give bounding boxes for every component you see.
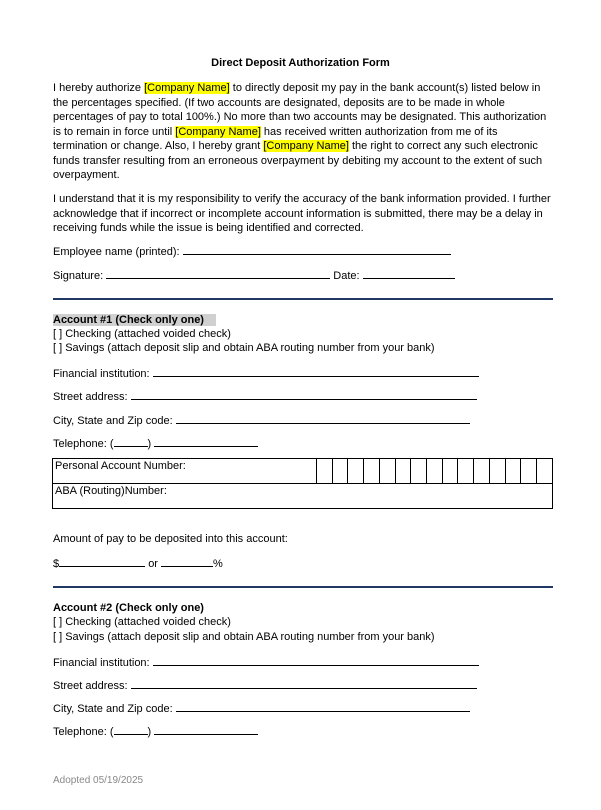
account2-city-field[interactable] — [176, 701, 470, 712]
personal-account-label: Personal Account Number: — [53, 459, 317, 484]
section-divider — [53, 298, 553, 300]
digit-box[interactable] — [411, 459, 427, 484]
responsibility-paragraph: I understand that it is my responsibility to verify the accuracy of the bank information provided. I further acknowledge that if incorrect or incomplete account information is submitted, there may be a delay in receiving funds while the issue is being identified and corrected. — [53, 193, 551, 234]
company-name-placeholder: [Company Name] — [175, 125, 261, 138]
account1-dollar-amount-field[interactable] — [59, 556, 145, 567]
digit-box[interactable] — [458, 459, 474, 484]
digit-box[interactable] — [442, 459, 458, 484]
digit-box[interactable] — [537, 459, 553, 484]
digit-box[interactable] — [317, 459, 333, 484]
employee-name-row — [53, 244, 451, 259]
authorization-paragraph: I hereby authorize [Company Name] to directly deposit my pay in the bank account(s) listed below in the percentages specified. (If two accounts are designated, deposits are to be made in whole percentages of pay to total 100%.) No more than two accounts may be designated. This authorization is to remain in force until [Company Name] has received written authorization from me of its termination or change. Also, I hereby grant [Company Name] the right to correct any such electronic funds transfer resulting from an erroneous overpayment by debiting my account to the extent of such overpayment. — [53, 82, 547, 181]
signature-field[interactable] — [106, 268, 330, 279]
employee-name-label: Employee name (printed): — [53, 246, 180, 258]
digit-box[interactable] — [364, 459, 380, 484]
account1-phone-row: Telephone: ( ) — [53, 436, 258, 451]
account1-savings-option[interactable]: [ ] Savings (attach deposit slip and obtain ABA routing number from your bank) — [53, 342, 435, 354]
account2-street-field[interactable] — [131, 678, 477, 689]
account1-city-row: City, State and Zip code: — [53, 413, 470, 428]
account2-checking-option[interactable]: [ ] Checking (attached voided check) — [53, 616, 231, 628]
account2-street-row: Street address: — [53, 678, 477, 693]
account2-savings-option[interactable]: [ ] Savings (attach deposit slip and obtain ABA routing number from your bank) — [53, 631, 435, 643]
adopted-date-footer: Adopted 05/19/2025 — [53, 775, 144, 786]
account1-percent-field[interactable] — [161, 556, 213, 567]
account1-area-code-field[interactable] — [114, 436, 148, 447]
account1-street-row: Street address: — [53, 389, 477, 404]
account1-number-table — [52, 458, 553, 509]
aba-routing-row — [53, 484, 553, 509]
employee-name-field[interactable] — [183, 244, 451, 255]
account1-institution-field[interactable] — [153, 366, 479, 377]
section-divider — [53, 586, 553, 588]
digit-box[interactable] — [489, 459, 505, 484]
digit-box[interactable] — [505, 459, 521, 484]
account1-city-field[interactable] — [176, 413, 470, 424]
account1-phone-field[interactable] — [154, 436, 258, 447]
account1-heading: Account #1 (Check only one) — [53, 314, 216, 327]
account1-institution-row: Financial institution: — [53, 366, 479, 381]
aba-routing-label[interactable]: ABA (Routing)Number: — [53, 484, 553, 509]
account2-heading: Account #2 (Check only one) — [53, 602, 204, 614]
digit-box[interactable] — [395, 459, 411, 484]
account2-institution-field[interactable] — [153, 655, 479, 666]
account2-phone-field[interactable] — [154, 724, 258, 735]
digit-box[interactable] — [521, 459, 537, 484]
account1-amount-label: Amount of pay to be deposited into this account: — [53, 533, 288, 545]
date-label: Date: — [333, 270, 360, 282]
digit-box[interactable] — [474, 459, 490, 484]
page-title: Direct Deposit Authorization Form — [211, 57, 390, 69]
company-name-placeholder: [Company Name] — [144, 82, 230, 94]
account2-area-code-field[interactable] — [114, 724, 148, 735]
account1-checking-option[interactable]: [ ] Checking (attached voided check) — [53, 328, 231, 340]
digit-box[interactable] — [379, 459, 395, 484]
account2-city-row: City, State and Zip code: — [53, 701, 470, 716]
digit-box[interactable] — [348, 459, 364, 484]
account2-phone-row: Telephone: ( ) — [53, 724, 258, 739]
account1-amount-row: $ or % — [53, 558, 223, 570]
account2-institution-row: Financial institution: — [53, 655, 479, 670]
date-field[interactable] — [363, 268, 455, 279]
signature-row — [53, 268, 455, 283]
digit-box[interactable] — [427, 459, 443, 484]
digit-box[interactable] — [332, 459, 348, 484]
personal-account-row — [53, 459, 553, 484]
signature-label: Signature: — [53, 270, 104, 282]
company-name-placeholder: [Company Name] — [263, 140, 349, 152]
account1-street-field[interactable] — [131, 389, 477, 400]
